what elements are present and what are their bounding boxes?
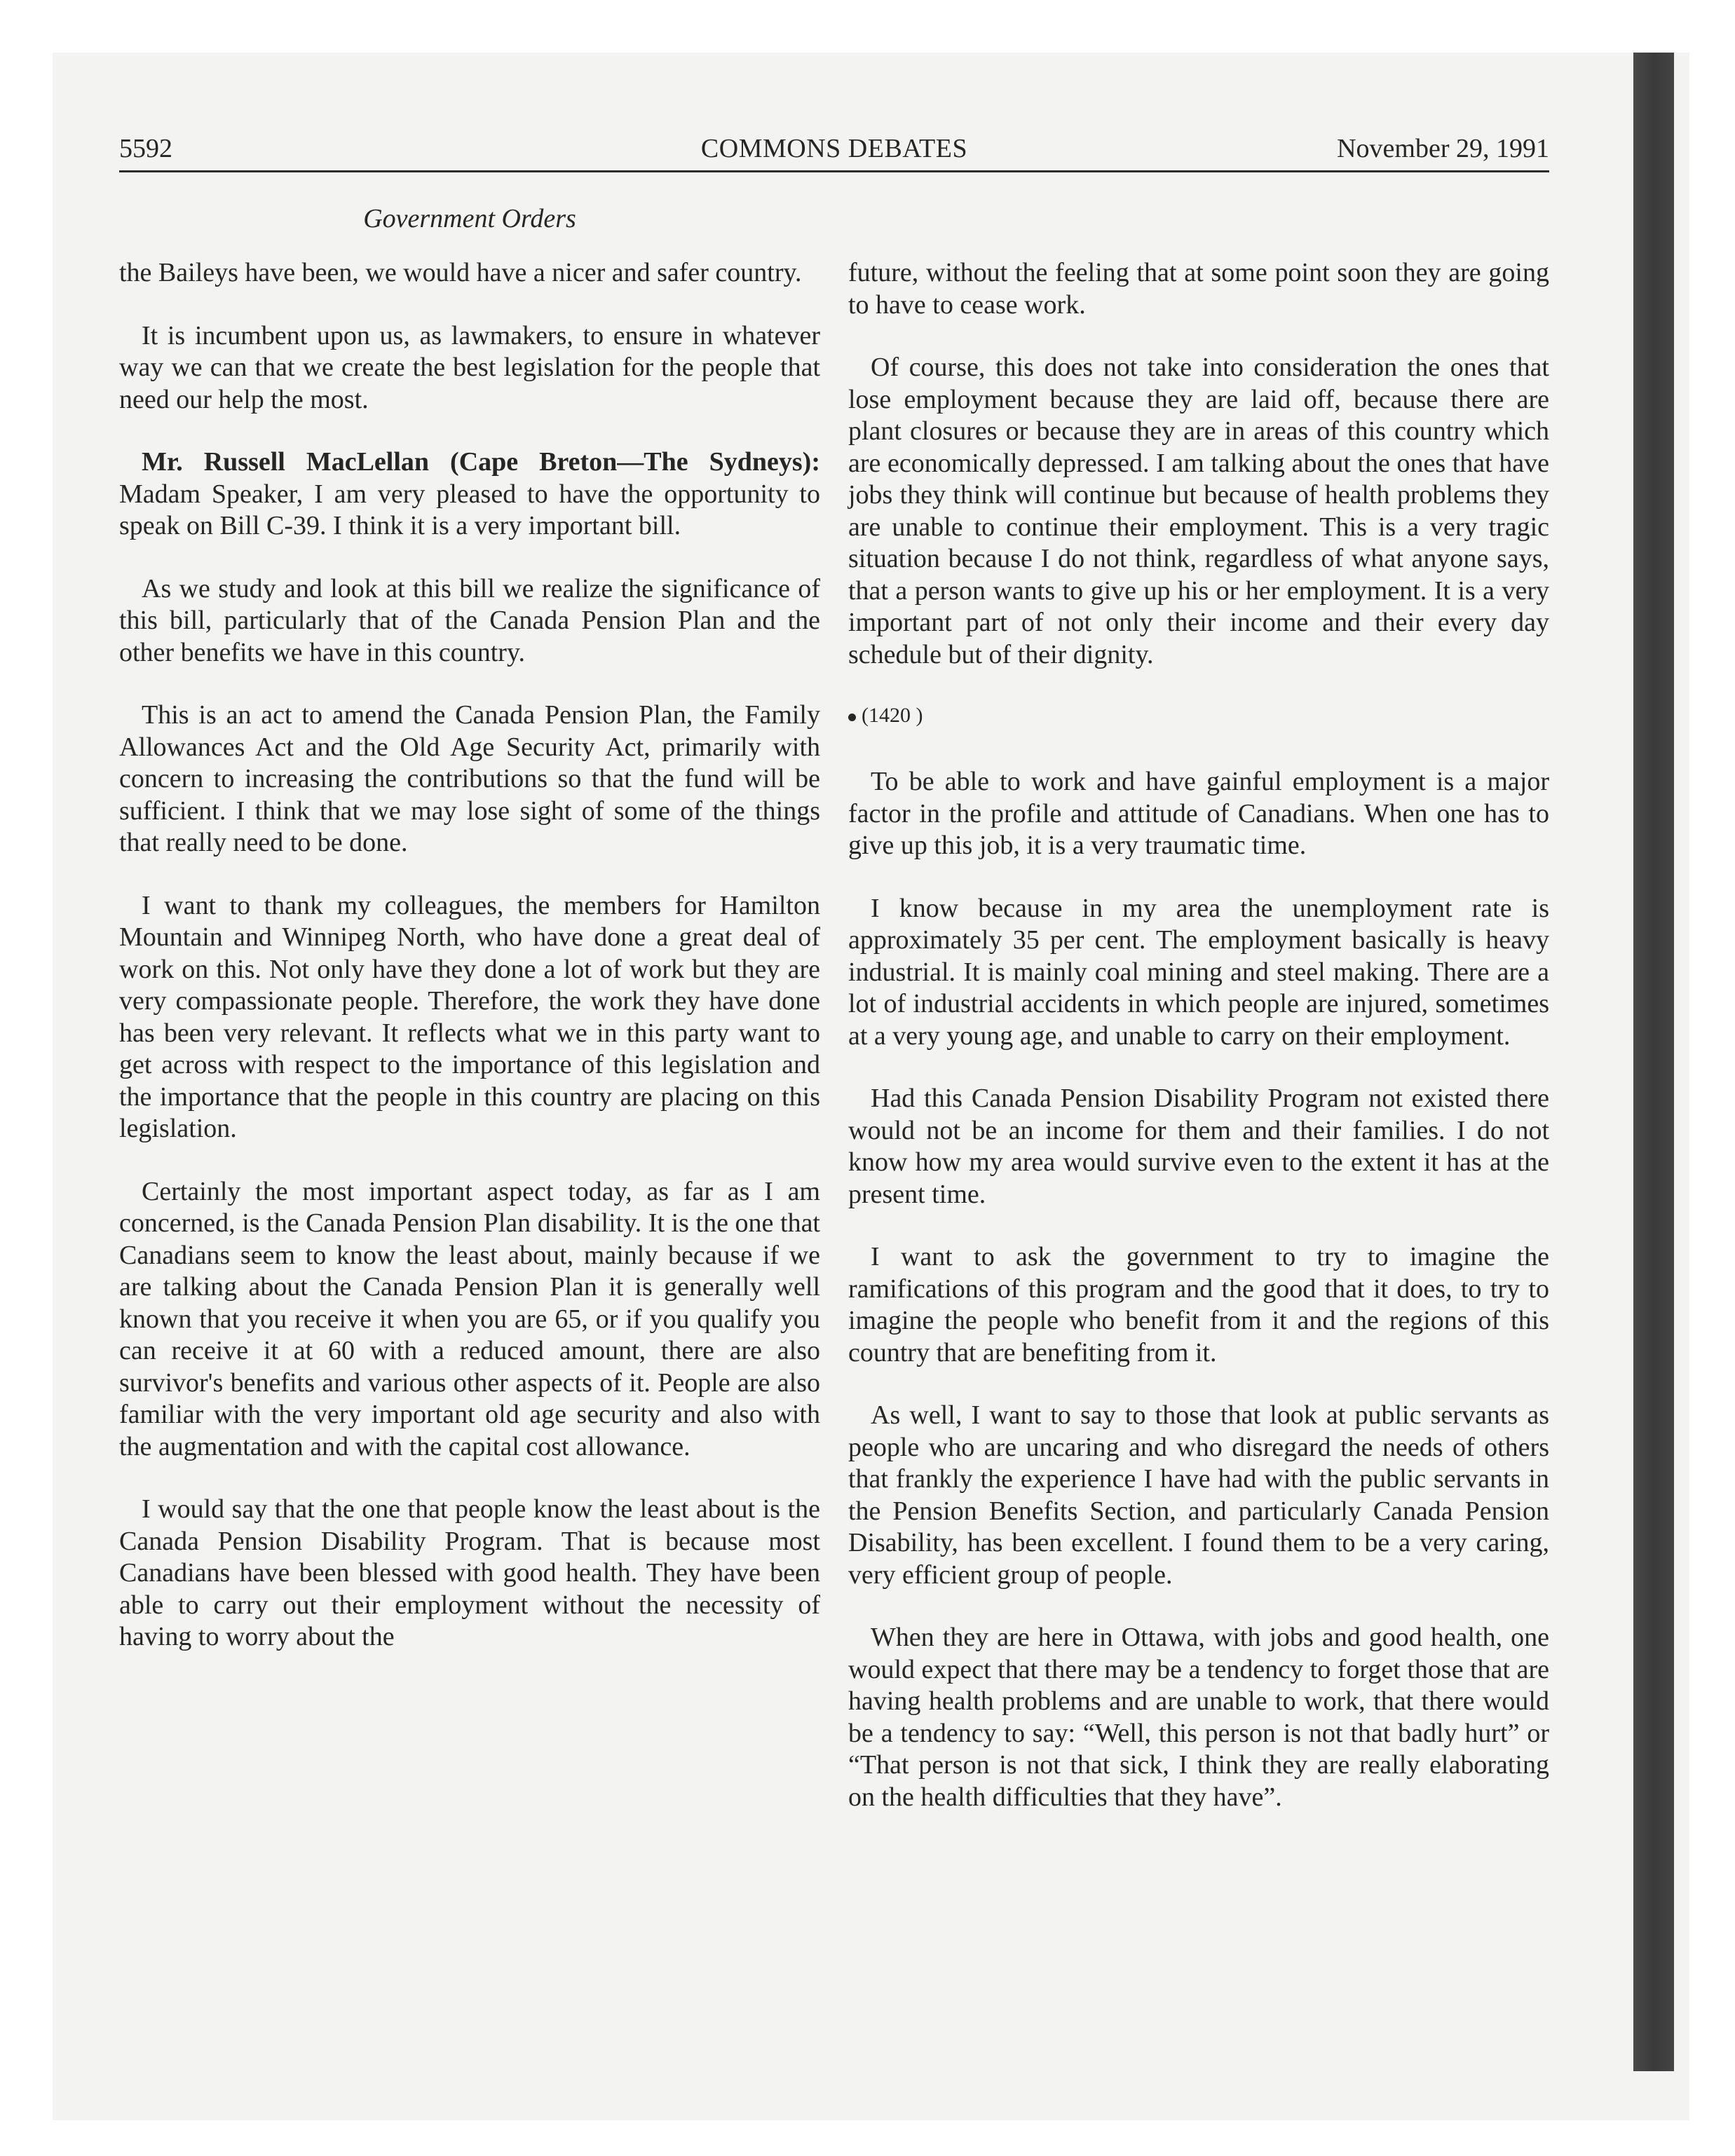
time-marker [848, 702, 1549, 730]
bullet-icon [848, 714, 856, 721]
paragraph: Certainly the most important aspect today, as far as I am concerned, is the Canada Pension Plan disability. It is the one that Canadians seem to know the least about, mainly because if we are talking about the Canada Pension Plan it is generally well known that you receive it when you are 65, or if you qualify you can receive it at 60 with a reduced amount, there are also survivor's benefits and various other aspects of it. People are also familiar with the very important old age security and also with the augmentation and with the capital cost allowance. [119, 1176, 820, 1461]
paragraph: To be able to work and have gainful employment is a major factor in the profile and attitude of Canadians. When one has to give up this job, it is a very traumatic time. [848, 767, 1549, 860]
paragraph: Of course, this does not take into consideration the ones that lose employment because they are laid off, because there are plant closures or because they are in areas of this country which are economically depressed. I am talking about the ones that have jobs they think will continue but because of health problems they are unable to continue their employment. This is a very tragic situation because I do not think, regardless of what anyone says, that a person wants to give up his or her employment. It is a very important part of not only their income and their every day schedule but of their dignity. [848, 353, 1549, 669]
page-header [119, 133, 1549, 175]
paragraph: Had this Canada Pension Disability Program not existed there would not be an income for them and their families. I do not know how my area would survive even to the extent it has at the present time. [848, 1084, 1549, 1209]
publication-date: November 29, 1991 [1337, 134, 1549, 163]
paragraph: I want to thank my colleagues, the members for Hamilton Mountain and Winnipeg North, who have done a great deal of work on this. Not only have they done a lot of work but they are very compassionate people. Therefore, the work they have done has been very relevant. It reflects what we in this party want to get across with respect to the importance of this legislation and the importance that the people in this country are placing on this legislation. [119, 890, 820, 1143]
paragraph: As we study and look at this bill we realize the significance of this bill, particularly that of the Canada Pension Plan and the other benefits we have in this country. [119, 573, 820, 667]
time-marker-text: (1420 ) [862, 704, 923, 727]
paragraph: When they are here in Ottawa, with jobs and good health, one would expect that there may be a tendency to forget those that are having health problems and are unable to work, that there would be a tendency to say: “Well, this person is not that badly hurt” or “That person is not that sick, I think they are really elaborating on the health difficulties that they have”. [848, 1623, 1549, 1812]
publication-title: COMMONS DEBATES [700, 134, 968, 163]
paragraph: I know because in my area the unemployment rate is approximately 35 per cent. The employment basically is heavy industrial. It is mainly coal mining and steel making. There are a lot of industrial accidents in which people are injured, sometimes at a very young age, and unable to carry on their employment. [848, 893, 1549, 1051]
paragraph: I want to ask the government to try to imagine the ramifications of this program and the good that it does, to try to imagine the people who benefit from it and the regions of this country that are benefiting from it. [848, 1242, 1549, 1367]
right-column [848, 257, 1549, 1844]
page-number: 5592 [119, 134, 172, 163]
scan-edge-shadow [1633, 53, 1674, 2071]
speaker-name: Mr. Russell MacLellan (Cape Breton—The Sydneys): [142, 447, 820, 477]
paragraph: the Baileys have been, we would have a nicer and safer country. [119, 258, 802, 287]
paragraph: I would say that the one that people know the least about is the Canada Pension Disability Program. That is because most Canadians have been blessed with good health. They have been able to carry out their employment without the necessity of having to worry about the [119, 1494, 820, 1651]
header-rule [119, 170, 1549, 172]
left-column [119, 257, 820, 1684]
paragraph: This is an act to amend the Canada Pension Plan, the Family Allowances Act and the Old Age Security Act, primarily with concern to increasing the contributions so that the fund will be sufficient. I think that we may lose sight of some of the things that really need to be done. [119, 700, 820, 857]
section-heading: Government Orders [363, 204, 576, 233]
paragraph: future, without the feeling that at some point soon they are going to have to cease work. [848, 258, 1549, 320]
paragraph: It is incumbent upon us, as lawmakers, to ensure in whatever way we can that we create the best legislation for the people that need our help the most. [119, 320, 820, 414]
speaker-paragraph [119, 446, 820, 543]
paragraph: As well, I want to say to those that look at public servants as people who are uncaring and who disregard the needs of others that frankly the experience I have had with the public servants in the Pension Benefits Section, and particularly Canada Pension Disability, has been excellent. I found them to be a very caring, very efficient group of people. [848, 1400, 1549, 1590]
speaker-text: Madam Speaker, I am very pleased to have the opportunity to speak on Bill C-39. I think it is a very important bill. [119, 479, 820, 540]
